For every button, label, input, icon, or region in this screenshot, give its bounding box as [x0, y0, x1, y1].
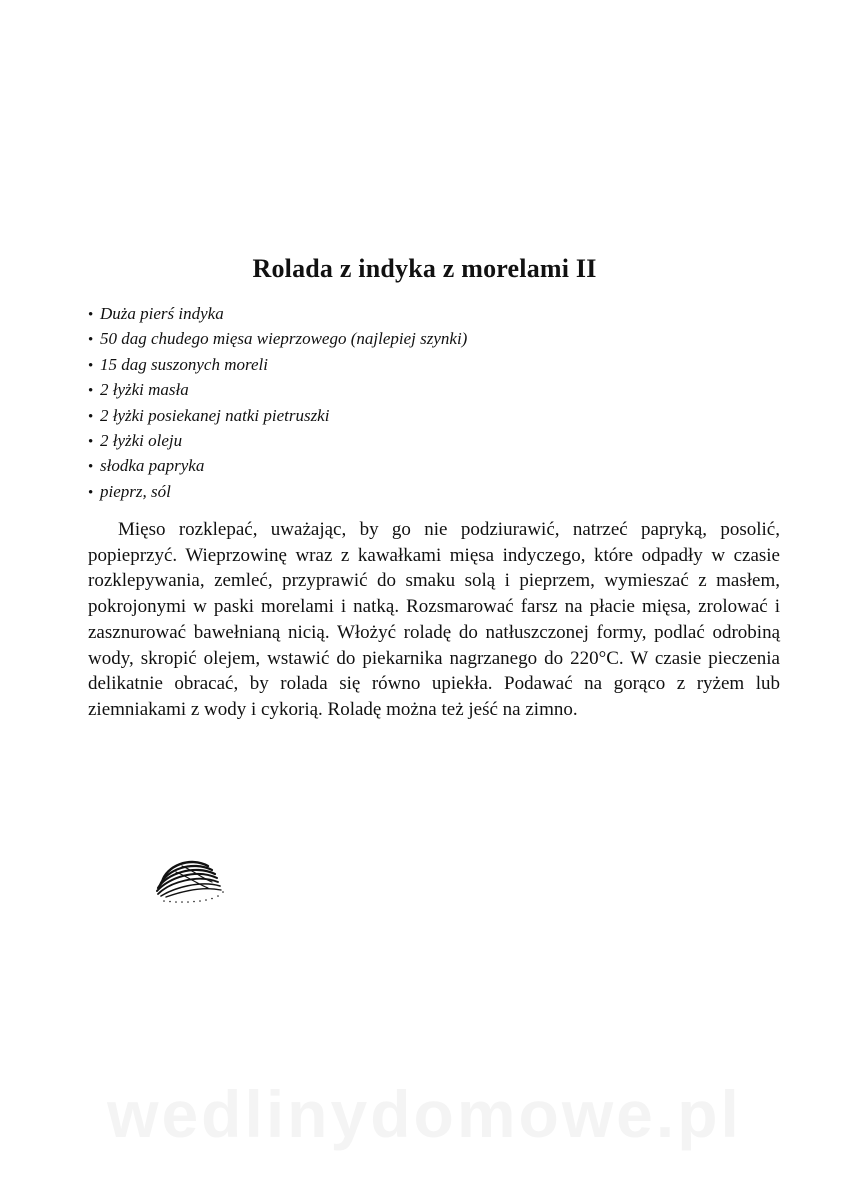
ingredient-item	[88, 302, 467, 327]
dish-ornament-icon	[152, 852, 228, 904]
bullet-icon: •	[88, 459, 94, 476]
ingredient-item	[88, 378, 467, 403]
ingredient-list	[88, 302, 467, 505]
bullet-icon: •	[88, 383, 94, 400]
ingredient-text: 2 łyżki oleju	[100, 431, 183, 451]
ingredient-text: Duża pierś indyka	[100, 304, 224, 323]
bullet-icon: •	[88, 408, 94, 425]
bullet-icon: •	[88, 307, 94, 323]
recipe-instructions: Mięso rozklepać, uważając, by go nie podziurawić, natrzeć papryką, posolić, popieprzyć. Wieprzowinę wraz z kawałkami mięsa indyczego, które odpadły w czasie rozklepywania, zemleć, przyprawić do smaku solą i pieprzem, wymieszać z masłem, pokrojonymi w paski morelami i natką. Rozsmarować farsz na płacie mięsa, zrolować i zasznurować bawełnianą nicią. Włożyć roladę do natłuszczonej formy, podlać odrobiną wody, skropić olejem, wstawić do piekarnika nagrzanego do 220°C. W czasie pieczenia delikatnie obracać, by rolada się równo upiekła. Podawać na gorąco z ryżem lub ziemniakami z wody i cykorią. Roladę można też jeść na zimno.	[88, 519, 780, 720]
ingredient-text: 2 łyżki masła	[100, 380, 189, 400]
ingredient-item	[88, 429, 467, 454]
ingredient-text: pieprz, sól	[100, 481, 171, 501]
recipe-title: Rolada z indyka z morelami II	[252, 254, 597, 283]
ingredient-text: 50 dag chudego mięsa wieprzowego (najlepiej szynki)	[100, 329, 468, 349]
ingredient-item	[88, 353, 467, 378]
ingredient-text: 2 łyżki posiekanej natki pietruszki	[100, 405, 330, 425]
ingredient-item	[88, 404, 467, 429]
bullet-icon: •	[88, 434, 94, 451]
bullet-icon: •	[88, 332, 94, 349]
watermark: wedlinydomowe.pl	[107, 1077, 742, 1151]
ingredient-item	[88, 327, 467, 352]
ingredient-item	[88, 480, 467, 505]
ingredient-item	[88, 454, 467, 479]
bullet-icon: •	[88, 484, 94, 501]
bullet-icon: •	[88, 357, 94, 374]
ingredient-text: 15 dag suszonych moreli	[100, 354, 268, 374]
ingredient-text: słodka papryka	[100, 456, 205, 476]
